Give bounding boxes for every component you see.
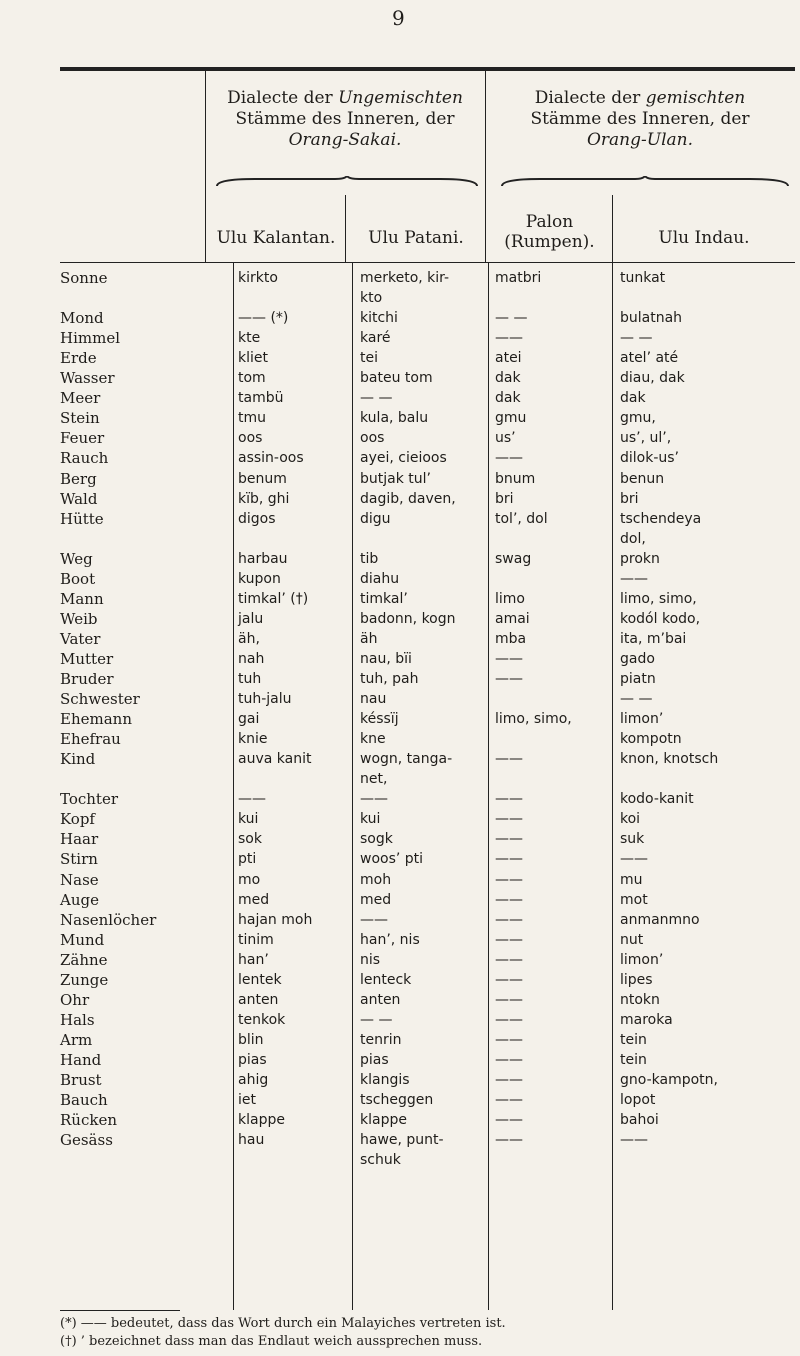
word-german: Auge bbox=[60, 890, 99, 909]
word-ulu-kalantan: benum bbox=[238, 470, 287, 487]
word-ulu-patani: karé bbox=[360, 330, 391, 347]
table-row bbox=[0, 491, 800, 511]
word-ulu-indau: — — bbox=[620, 330, 653, 347]
word-ulu-indau: benun bbox=[620, 470, 665, 487]
word-german: Ehefrau bbox=[60, 730, 121, 749]
word-ulu-patani: woos’ pti bbox=[360, 851, 424, 868]
word-ulu-kalantan: sok bbox=[238, 831, 262, 848]
table-row bbox=[0, 511, 800, 531]
word-palon: gmu bbox=[495, 410, 527, 427]
word-ulu-indau: ntokn bbox=[620, 991, 660, 1008]
word-ulu-kalantan: nah bbox=[238, 650, 265, 667]
word-german: Nase bbox=[60, 870, 99, 889]
word-ulu-indau: bri bbox=[620, 490, 639, 507]
col-header-rumpen: (Rumpen). bbox=[504, 232, 595, 252]
word-ulu-indau: limo, simo, bbox=[620, 590, 697, 607]
table-row bbox=[0, 952, 800, 972]
word-ulu-kalantan: mo bbox=[238, 871, 261, 888]
word-ulu-patani: lenteck bbox=[360, 971, 412, 988]
word-german: Stein bbox=[60, 409, 100, 428]
word-ulu-indau: tunkat bbox=[620, 270, 666, 286]
word-german: Boot bbox=[60, 569, 96, 588]
word-palon: dak bbox=[495, 390, 521, 407]
word-german: Mann bbox=[60, 589, 104, 608]
table-row bbox=[0, 330, 800, 350]
table-row bbox=[0, 1132, 800, 1152]
word-german: Bruder bbox=[60, 670, 114, 688]
word-palon: —— bbox=[495, 1112, 523, 1129]
word-ulu-indau: diau, dak bbox=[620, 370, 685, 387]
word-ulu-kalantan: knie bbox=[238, 731, 268, 748]
word-ulu-patani: hawe, punt- bbox=[360, 1132, 444, 1149]
header-right-line1: Dialecte der bbox=[534, 88, 646, 108]
word-ulu-indau: atel’ até bbox=[620, 350, 679, 367]
word-ulu-kalantan: hau bbox=[238, 1132, 265, 1149]
word-palon: —— bbox=[495, 330, 523, 347]
word-ulu-kalantan: kupon bbox=[238, 570, 281, 587]
word-german: Kopf bbox=[60, 810, 95, 829]
table-row bbox=[0, 1112, 800, 1132]
word-ulu-indau: maroka bbox=[620, 1011, 673, 1028]
table-row bbox=[0, 711, 800, 731]
word-ulu-kalantan: han’ bbox=[238, 951, 269, 968]
word-palon: —— bbox=[495, 891, 523, 908]
word-ulu-indau: nut bbox=[620, 931, 644, 948]
word-german: Haar bbox=[60, 830, 99, 849]
word-palon: —— bbox=[495, 671, 523, 687]
table-row bbox=[0, 390, 800, 410]
word-german: Gesäss bbox=[60, 1131, 113, 1150]
word-ulu-patani: äh bbox=[360, 630, 378, 647]
header-group-left bbox=[205, 88, 485, 151]
word-palon: swag bbox=[495, 550, 532, 567]
word-ulu-kalantan: kïb, ghi bbox=[238, 490, 290, 507]
vline-header-4 bbox=[612, 195, 613, 262]
word-german: Mond bbox=[60, 309, 104, 328]
vline-header-2 bbox=[485, 70, 486, 262]
word-german: Meer bbox=[60, 389, 101, 408]
word-ulu-patani: tenrin bbox=[360, 1031, 402, 1048]
word-german: Sonne bbox=[60, 269, 108, 287]
word-ulu-patani: nau bbox=[360, 691, 387, 708]
word-ulu-kalantan: tinim bbox=[238, 931, 274, 948]
table-row bbox=[0, 831, 800, 851]
word-ulu-indau: gno-kampotn, bbox=[620, 1072, 718, 1088]
word-ulu-indau: dilok-us’ bbox=[620, 450, 680, 467]
word-ulu-patani: moh bbox=[360, 871, 392, 888]
word-ulu-indau: limon’ bbox=[620, 711, 664, 728]
word-german: Ehemann bbox=[60, 710, 132, 729]
word-german: Rauch bbox=[60, 449, 109, 468]
word-ulu-kalantan: —— (*) bbox=[238, 310, 289, 327]
table-row bbox=[0, 350, 800, 370]
word-ulu-indau: tein bbox=[620, 1031, 647, 1048]
word-ulu-patani: —— bbox=[360, 791, 388, 808]
word-palon: —— bbox=[495, 871, 523, 888]
word-german: Himmel bbox=[60, 329, 120, 348]
header-left-line3: Orang-Sakai. bbox=[288, 130, 402, 150]
word-german: Wasser bbox=[60, 369, 115, 388]
table-row bbox=[0, 751, 800, 771]
table-row bbox=[0, 912, 800, 932]
vline-header-1 bbox=[205, 70, 206, 262]
word-palon: —— bbox=[495, 951, 523, 968]
table-row bbox=[0, 270, 800, 290]
word-ulu-kalantan: tenkok bbox=[238, 1011, 286, 1028]
word-ulu-indau: mu bbox=[620, 871, 643, 888]
word-palon: bnum bbox=[495, 470, 536, 487]
word-palon: — — bbox=[495, 310, 528, 327]
word-ulu-patani: pias bbox=[360, 1051, 389, 1068]
word-german: Feuer bbox=[60, 429, 105, 448]
table-row bbox=[0, 671, 800, 691]
word-ulu-indau: anmanmno bbox=[620, 911, 700, 928]
footnote-1: (*) —— bedeutet, dass das Wort durch ein Malayiches vertreten ist. bbox=[60, 1316, 506, 1331]
brace-left bbox=[215, 176, 480, 188]
word-german: Arm bbox=[60, 1030, 93, 1049]
word-ulu-indau: bulatnah bbox=[620, 310, 683, 327]
word-ulu-kalantan: —— bbox=[238, 791, 266, 808]
word-ulu-kalantan: äh, bbox=[238, 630, 260, 647]
col-header-palon: Palon bbox=[525, 212, 574, 232]
header-left-line1: Dialecte der bbox=[227, 88, 339, 108]
table-row bbox=[0, 1012, 800, 1032]
table-row bbox=[0, 972, 800, 992]
header-left-line2: Stämme des Inneren, der bbox=[235, 109, 455, 129]
word-german: Weg bbox=[60, 549, 93, 568]
table-row bbox=[0, 310, 800, 330]
word-ulu-patani: kne bbox=[360, 731, 386, 748]
word-ulu-indau: —— bbox=[620, 851, 648, 868]
word-palon: —— bbox=[495, 751, 523, 768]
table-bottom-rule bbox=[60, 1310, 180, 1311]
word-ulu-indau: gmu, bbox=[620, 410, 656, 427]
word-german: Ohr bbox=[60, 990, 90, 1009]
word-ulu-indau: tschendeya bbox=[620, 510, 702, 527]
word-ulu-patani: ayei, cieioos bbox=[360, 450, 447, 467]
word-palon: —— bbox=[495, 831, 523, 848]
word-ulu-patani: kui bbox=[360, 811, 381, 828]
word-ulu-kalantan: tuh-jalu bbox=[238, 691, 292, 708]
word-palon: matbri bbox=[495, 270, 542, 286]
word-ulu-kalantan: blin bbox=[238, 1031, 264, 1048]
word-palon: atei bbox=[495, 350, 522, 367]
word-ulu-patani: schuk bbox=[360, 1152, 401, 1169]
word-german: Tochter bbox=[60, 790, 119, 809]
word-ulu-patani: — — bbox=[360, 1011, 393, 1028]
word-ulu-patani: dagib, daven, bbox=[360, 490, 456, 507]
word-german: Bauch bbox=[60, 1091, 108, 1110]
word-ulu-patani: klangis bbox=[360, 1072, 410, 1088]
word-ulu-patani: anten bbox=[360, 991, 401, 1008]
word-ulu-patani: nau, bïi bbox=[360, 650, 412, 667]
table-row bbox=[0, 892, 800, 912]
word-ulu-indau: koi bbox=[620, 811, 641, 828]
word-ulu-kalantan: tom bbox=[238, 370, 266, 387]
word-german: Erde bbox=[60, 349, 97, 368]
header-right-line1-italic: gemischten bbox=[645, 88, 746, 108]
col-header-ulu-patani: Ulu Patani. bbox=[368, 228, 464, 248]
word-ulu-indau: limon’ bbox=[620, 951, 664, 968]
word-palon: —— bbox=[495, 650, 523, 667]
word-german: Rücken bbox=[60, 1111, 117, 1130]
word-ulu-kalantan: harbau bbox=[238, 550, 288, 567]
word-ulu-kalantan: assin-oos bbox=[238, 450, 304, 467]
word-ulu-kalantan: oos bbox=[238, 430, 263, 447]
word-ulu-patani: tei bbox=[360, 350, 378, 367]
word-palon: us’ bbox=[495, 430, 516, 447]
table-row bbox=[0, 531, 800, 551]
word-ulu-kalantan: auva kanit bbox=[238, 751, 312, 768]
word-ulu-patani: bateu tom bbox=[360, 370, 433, 387]
top-rule bbox=[60, 67, 795, 71]
word-ulu-indau: knon, knotsch bbox=[620, 751, 719, 768]
word-german: Zunge bbox=[60, 970, 109, 989]
word-ulu-indau: — — bbox=[620, 691, 653, 708]
word-ulu-indau: lipes bbox=[620, 971, 653, 988]
word-palon: —— bbox=[495, 1072, 523, 1088]
page-number: 9 bbox=[392, 6, 405, 30]
word-ulu-patani: butjak tul’ bbox=[360, 470, 431, 487]
word-ulu-kalantan: ahig bbox=[238, 1072, 269, 1088]
word-german: Hand bbox=[60, 1050, 102, 1069]
word-ulu-patani: net, bbox=[360, 771, 388, 788]
word-palon: —— bbox=[495, 851, 523, 868]
word-ulu-patani: med bbox=[360, 891, 392, 908]
word-palon: —— bbox=[495, 971, 523, 988]
word-ulu-indau: kompotn bbox=[620, 731, 682, 748]
word-german: Kind bbox=[60, 750, 96, 769]
word-ulu-kalantan: hajan moh bbox=[238, 911, 313, 928]
word-palon: dak bbox=[495, 370, 521, 387]
word-ulu-kalantan: gai bbox=[238, 711, 260, 728]
word-ulu-indau: —— bbox=[620, 1132, 648, 1149]
word-german: Zähne bbox=[60, 950, 108, 969]
word-ulu-kalantan: timkal’ (†) bbox=[238, 590, 309, 607]
word-german: Weib bbox=[60, 609, 98, 628]
vline-header-3 bbox=[345, 195, 346, 262]
word-palon: bri bbox=[495, 490, 514, 507]
word-palon: —— bbox=[495, 450, 523, 467]
table-row bbox=[0, 631, 800, 651]
word-ulu-kalantan: pti bbox=[238, 851, 257, 868]
word-ulu-patani: kto bbox=[360, 290, 383, 307]
word-german: Mutter bbox=[60, 649, 114, 668]
word-ulu-indau: tein bbox=[620, 1051, 647, 1068]
word-german: Vater bbox=[60, 629, 101, 648]
word-ulu-indau: bahoi bbox=[620, 1112, 659, 1129]
word-ulu-patani: tib bbox=[360, 550, 379, 567]
word-ulu-indau: ita, m’bai bbox=[620, 630, 687, 647]
word-ulu-kalantan: lentek bbox=[238, 971, 282, 988]
word-ulu-patani: timkal’ bbox=[360, 590, 408, 607]
table-row bbox=[0, 611, 800, 631]
word-ulu-patani: sogk bbox=[360, 831, 393, 848]
word-palon: —— bbox=[495, 811, 523, 828]
word-german: Nasenlöcher bbox=[60, 910, 157, 929]
word-ulu-kalantan: iet bbox=[238, 1092, 256, 1109]
table-row bbox=[0, 771, 800, 791]
word-ulu-patani: badonn, kogn bbox=[360, 610, 456, 627]
word-palon: —— bbox=[495, 1132, 523, 1149]
word-ulu-patani: — — bbox=[360, 390, 393, 407]
table-row bbox=[0, 1052, 800, 1072]
col-header-ulu-kalantan: Ulu Kalantan. bbox=[216, 228, 336, 248]
table-row bbox=[0, 430, 800, 450]
word-german: Wald bbox=[60, 489, 98, 508]
table-row bbox=[0, 551, 800, 571]
word-palon: —— bbox=[495, 1011, 523, 1028]
word-ulu-indau: kodól kodo, bbox=[620, 610, 701, 627]
word-ulu-kalantan: pias bbox=[238, 1051, 267, 1068]
table-row bbox=[0, 450, 800, 470]
table-row bbox=[0, 571, 800, 591]
word-ulu-indau: mot bbox=[620, 891, 648, 908]
table-row bbox=[0, 872, 800, 892]
word-german: Hütte bbox=[60, 509, 104, 528]
word-german: Schwester bbox=[60, 690, 140, 709]
word-palon: mba bbox=[495, 630, 527, 647]
header-left-line1-italic: Ungemischten bbox=[338, 88, 463, 108]
word-ulu-indau: prokn bbox=[620, 550, 660, 567]
table-row bbox=[0, 731, 800, 751]
word-palon: amai bbox=[495, 610, 530, 627]
word-palon: —— bbox=[495, 991, 523, 1008]
table-row bbox=[0, 992, 800, 1012]
table-row bbox=[0, 791, 800, 811]
word-ulu-kalantan: med bbox=[238, 891, 270, 908]
word-ulu-patani: késsïj bbox=[360, 711, 399, 728]
word-ulu-kalantan: kte bbox=[238, 330, 261, 347]
word-ulu-indau: dol, bbox=[620, 530, 646, 547]
word-palon: —— bbox=[495, 931, 523, 948]
table-row bbox=[0, 851, 800, 871]
header-bottom-rule bbox=[60, 262, 795, 263]
word-palon: limo, simo, bbox=[495, 711, 572, 728]
table-row bbox=[0, 1152, 800, 1172]
word-palon: tol’, dol bbox=[495, 510, 548, 527]
word-ulu-indau: piatn bbox=[620, 671, 656, 687]
word-ulu-indau: suk bbox=[620, 831, 645, 848]
word-ulu-kalantan: tmu bbox=[238, 410, 266, 427]
table-row bbox=[0, 471, 800, 491]
word-ulu-patani: diahu bbox=[360, 570, 400, 587]
table-row bbox=[0, 370, 800, 390]
word-ulu-kalantan: anten bbox=[238, 991, 279, 1008]
word-ulu-kalantan: tuh bbox=[238, 671, 262, 687]
word-ulu-indau: lopot bbox=[620, 1092, 656, 1109]
word-ulu-patani: nis bbox=[360, 951, 381, 968]
table-row bbox=[0, 651, 800, 671]
word-ulu-indau: dak bbox=[620, 390, 646, 407]
word-ulu-patani: digu bbox=[360, 510, 391, 527]
word-palon: —— bbox=[495, 1051, 523, 1068]
word-ulu-kalantan: kirkto bbox=[238, 270, 278, 286]
word-ulu-kalantan: jalu bbox=[238, 610, 264, 627]
word-german: Berg bbox=[60, 469, 97, 488]
word-palon: limo bbox=[495, 590, 525, 607]
brace-right bbox=[500, 176, 790, 188]
footnote-2: (†) ’ bezeichnet dass man das Endlaut weich aussprechen muss. bbox=[60, 1334, 483, 1349]
table-row bbox=[0, 1072, 800, 1092]
word-ulu-patani: han’, nis bbox=[360, 931, 420, 948]
word-palon: —— bbox=[495, 1092, 523, 1109]
word-ulu-indau: kodo-kanit bbox=[620, 791, 694, 808]
word-ulu-patani: —— bbox=[360, 911, 388, 928]
table-row bbox=[0, 591, 800, 611]
word-ulu-patani: kitchi bbox=[360, 310, 398, 327]
word-ulu-patani: tuh, pah bbox=[360, 671, 419, 687]
word-palon: —— bbox=[495, 1031, 523, 1048]
word-ulu-patani: wogn, tanga- bbox=[360, 751, 453, 768]
word-german: Stirn bbox=[60, 850, 98, 869]
header-right-line3: Orang-Ulan. bbox=[586, 130, 694, 150]
table-row bbox=[0, 1032, 800, 1052]
word-ulu-kalantan: kui bbox=[238, 811, 259, 828]
word-palon: —— bbox=[495, 791, 523, 808]
table-row bbox=[0, 691, 800, 711]
word-german: Brust bbox=[60, 1071, 102, 1089]
header-right-line2: Stämme des Inneren, der bbox=[530, 109, 750, 129]
word-ulu-indau: —— bbox=[620, 570, 648, 587]
word-ulu-patani: kula, balu bbox=[360, 410, 429, 427]
table-row bbox=[0, 410, 800, 430]
word-ulu-indau: gado bbox=[620, 650, 655, 667]
table-row bbox=[0, 290, 800, 310]
word-ulu-patani: merketo, kir- bbox=[360, 270, 450, 286]
word-palon: —— bbox=[495, 911, 523, 928]
word-ulu-kalantan: klappe bbox=[238, 1112, 285, 1129]
word-german: Hals bbox=[60, 1010, 95, 1029]
word-ulu-kalantan: kliet bbox=[238, 350, 268, 367]
word-ulu-patani: tscheggen bbox=[360, 1092, 434, 1109]
header-group-right bbox=[490, 88, 790, 151]
table-row bbox=[0, 811, 800, 831]
word-ulu-kalantan: tambü bbox=[238, 390, 284, 407]
word-german: Mund bbox=[60, 930, 105, 949]
table-row bbox=[0, 1092, 800, 1112]
word-ulu-kalantan: digos bbox=[238, 510, 276, 527]
col-header-ulu-indau: Ulu Indau. bbox=[658, 228, 750, 248]
table-row bbox=[0, 932, 800, 952]
word-ulu-patani: oos bbox=[360, 430, 385, 447]
word-ulu-patani: klappe bbox=[360, 1112, 407, 1129]
word-ulu-indau: us’, ul’, bbox=[620, 430, 672, 447]
